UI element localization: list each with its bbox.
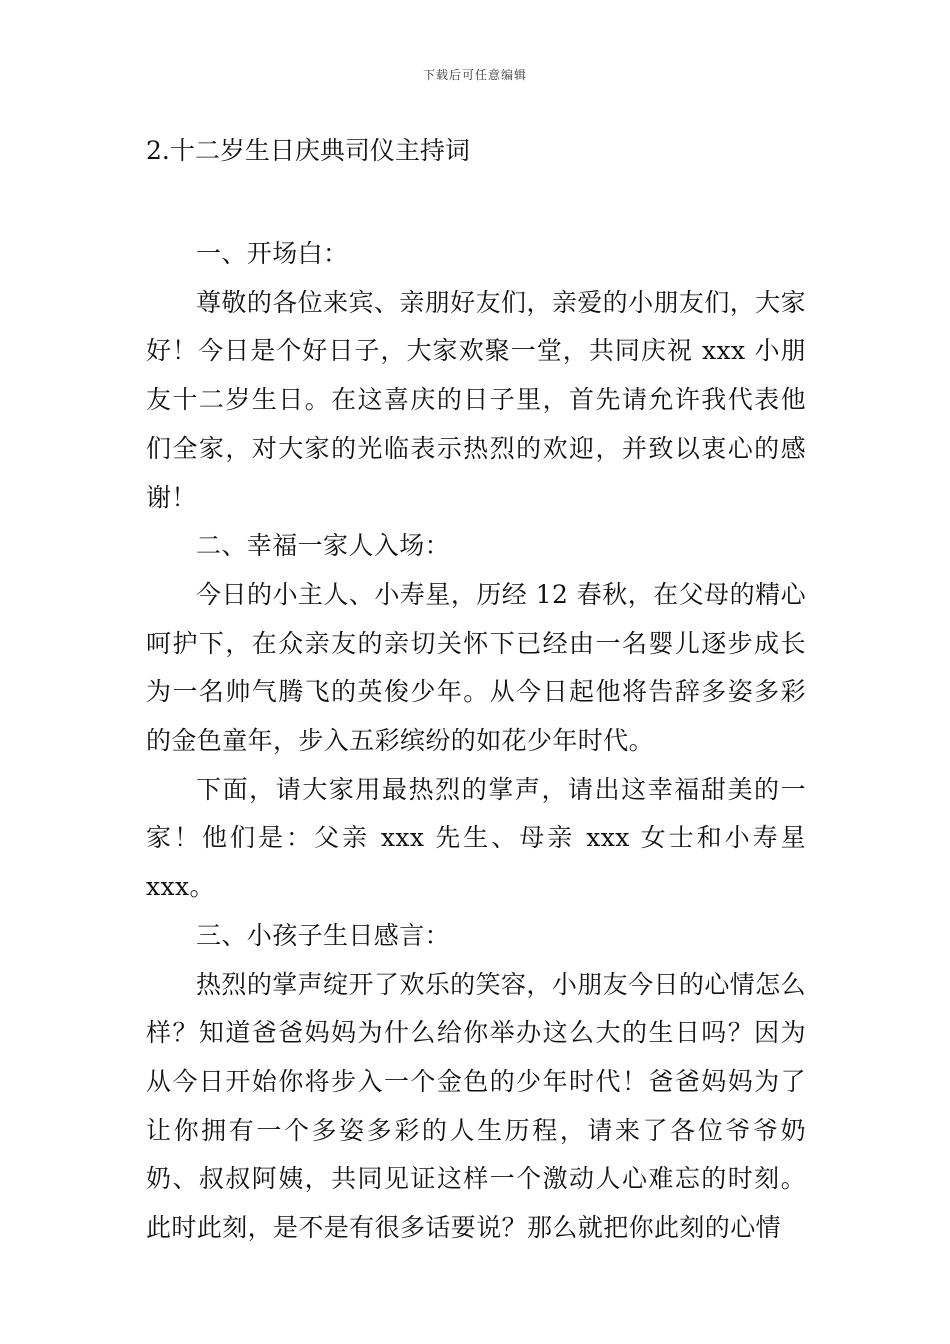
paragraph-introduce-family: 下面，请大家用最热烈的掌声，请出这幸福甜美的一家！他们是：父亲 xxx 先生、母亲 xxx 女士和小寿星 xxx。 <box>146 774 806 902</box>
section-heading-family-entrance: 二、幸福一家人入场： <box>196 531 451 561</box>
document-body <box>146 230 806 1253</box>
header-note: 下载后可任意编辑 <box>422 68 527 82</box>
paragraph-child-speech: 热烈的掌声绽开了欢乐的笑容，小朋友今日的心情怎么样？知道爸爸妈妈为什么给你举办这么大的生日吗？因为从今日开始你将步入一个金色的少年时代！爸爸妈妈为了让你拥有一个多姿多彩的人生历程，请来了各位爷爷奶奶、叔叔阿姨，共同见证这样一个激动人心难忘的时刻。此时此刻，是不是有很多话要说？那么就把你此刻的心情 <box>146 969 806 1243</box>
paragraph-birthday-star: 今日的小主人、小寿星，历经 12 春秋，在父母的精心呵护下，在众亲友的亲切关怀下已经由一名婴儿逐步成长为一名帅气腾飞的英俊少年。从今日起他将告辞多姿多彩的金色童年，步入五彩缤纷的如花少年时代。 <box>146 579 806 756</box>
paragraph-welcome: 尊敬的各位来宾、亲朋好友们，亲爱的小朋友们，大家好！今日是个好日子，大家欢聚一堂，共同庆祝 xxx 小朋友十二岁生日。在这喜庆的日子里，首先请允许我代表他们全家，对大家的光临表示热烈的欢迎，并致以衷心的感谢！ <box>146 287 806 512</box>
document-title: 2.十二岁生日庆典司仪主持词 <box>146 136 470 165</box>
section-heading-opening: 一、开场白： <box>196 239 349 268</box>
section-heading-child-speech: 三、小孩子生日感言： <box>196 920 451 950</box>
